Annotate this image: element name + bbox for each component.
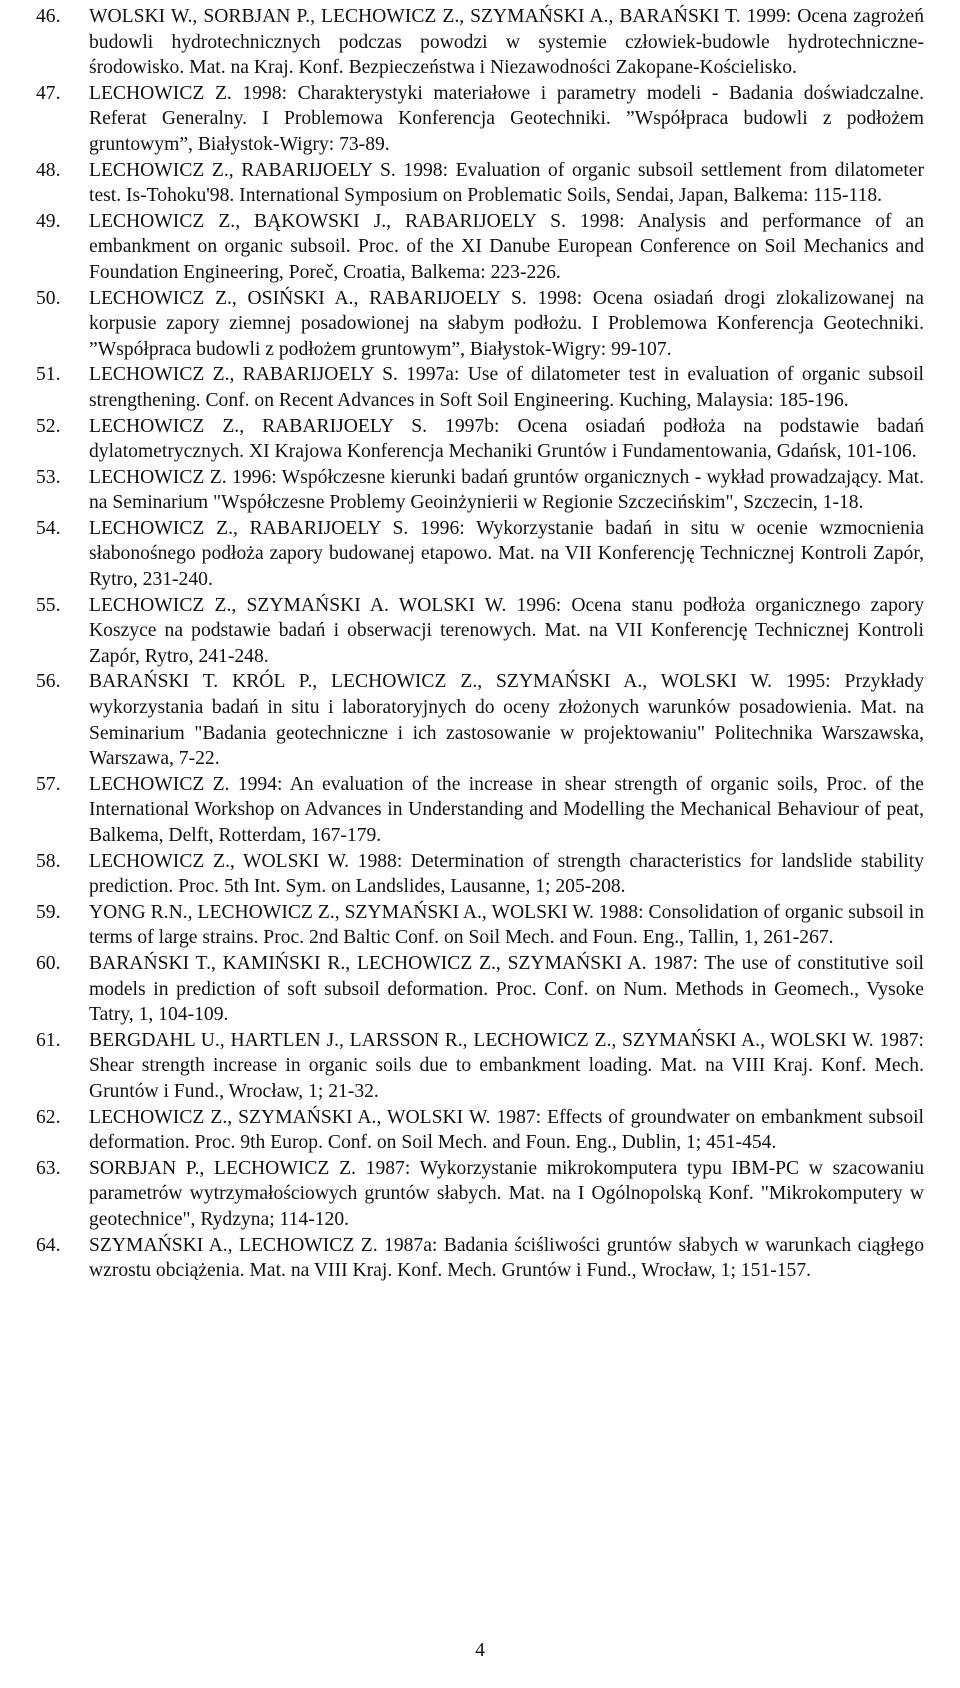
page-number: 4 — [475, 1640, 485, 1661]
reference-page — [36, 4, 924, 1284]
reference-item — [36, 286, 924, 363]
reference-text: SORBJAN P., LECHOWICZ Z. 1987: Wykorzystanie mikrokomputera typu IBM-PC w szacowaniu parametrów wytrzymałościowych gruntów słabych. Mat. na I Ogólnopolską Konf. "Mikrokomputery w geotechnice", Rydzyna; 114-120. — [89, 1157, 924, 1230]
reference-text: YONG R.N., LECHOWICZ Z., SZYMAŃSKI A., WOLSKI W. 1988: Consolidation of organic subsoil in terms of large strains. Proc. 2nd Baltic Conf. on Soil Mech. and Foun. Eng., Tallin, 1, 261-267. — [89, 901, 924, 949]
reference-item — [36, 951, 924, 1028]
reference-number: 46. — [36, 6, 61, 27]
reference-item — [36, 1233, 924, 1284]
reference-number: 50. — [36, 287, 61, 309]
reference-number: 55. — [36, 594, 61, 616]
reference-text: LECHOWICZ Z., OSIŃSKI A., RABARIJOELY S. 1998: Ocena osiadań drogi zlokalizowanej na korpusie zapory ziemnej posadowionej na słabym podłożu. I Problemowa Konferencja Geotechniki. ”Współpraca budowli z podłożem gruntowym”, Białystok-Wigry: 99-107. — [89, 287, 924, 360]
reference-number: 59. — [36, 901, 61, 923]
reference-item — [36, 1156, 924, 1233]
reference-item — [36, 1105, 924, 1156]
reference-item — [36, 209, 924, 286]
reference-number: 57. — [36, 773, 61, 795]
reference-number: 47. — [36, 82, 61, 104]
reference-item — [36, 362, 924, 413]
reference-item — [36, 772, 924, 849]
reference-text: LECHOWICZ Z., BĄKOWSKI J., RABARIJOELY S. 1998: Analysis and performance of an embankment on organic subsoil. Proc. of the XI Danube European Conference on Soil Mechanics and Foundation Engineering, Poreč, Croatia, Balkema: 223-226. — [89, 210, 924, 283]
reference-text: LECHOWICZ Z., SZYMAŃSKI A., WOLSKI W. 1987: Effects of groundwater on embankment subsoil deformation. Proc. 9th Europ. Conf. on Soil Mech. and Foun. Eng., Dublin, 1; 451-454. — [89, 1106, 924, 1154]
reference-number: 51. — [36, 364, 61, 386]
reference-number: 52. — [36, 415, 61, 437]
reference-number: 60. — [36, 952, 61, 974]
reference-list — [36, 4, 924, 1284]
reference-number: 64. — [36, 1234, 61, 1256]
reference-number: 56. — [36, 671, 61, 693]
reference-item — [36, 4, 924, 81]
reference-text: LECHOWICZ Z., RABARIJOELY S. 1996: Wykorzystanie badań in situ w ocenie wzmocnienia słabonośnego podłoża zapory budowanej etapowo. Mat. na VII Konferencję Technicznej Kontroli Zapór, Rytro, 231-240. — [89, 517, 924, 591]
reference-text: LECHOWICZ Z. 1998: Charakterystyki materiałowe i parametry modeli - Badania doświadczalne. Referat Generalny. I Problemowa Konferencja Geotechniki. ”Współpraca budowli z podłożem gruntowym”, Białystok-Wigry: 73-89. — [89, 82, 924, 155]
reference-text: LECHOWICZ Z. 1994: An evaluation of the increase in shear strength of organic soils, Proc. of the International Workshop on Advances in Understanding and Modelling the Mechanical Behaviour of peat, Balkema, Delft, Rotterdam, 167-179. — [89, 773, 924, 846]
reference-text: LECHOWICZ Z. 1996: Współczesne kierunki badań gruntów organicznych - wykład prowadzający. Mat. na Seminarium "Współczesne Problemy Geoinżynierii w Regionie Szczecińskim", Szczecin, 1-18. — [89, 466, 924, 514]
reference-text: LECHOWICZ Z., RABARIJOELY S. 1997a: Use of dilatometer test in evaluation of organic subsoil strengthening. Conf. on Recent Advances in Soft Soil Engineering. Kuching, Malaysia: 185-196. — [89, 364, 924, 411]
reference-number: 58. — [36, 850, 61, 872]
reference-item — [36, 900, 924, 951]
reference-item — [36, 81, 924, 158]
reference-item — [36, 158, 924, 209]
reference-number: 63. — [36, 1157, 61, 1179]
reference-text: BERGDAHL U., HARTLEN J., LARSSON R., LECHOWICZ Z., SZYMAŃSKI A., WOLSKI W. 1987: Shear strength increase in organic soils due to embankment loading. Mat. na VIII Kraj. Konf. Mech. Gruntów i Fund., Wrocław, 1; 21-32. — [89, 1029, 924, 1102]
reference-text: SZYMAŃSKI A., LECHOWICZ Z. 1987a: Badania ściśliwości gruntów słabych w warunkach ciągłego wzrostu obciążenia. Mat. na VIII Kraj. Konf. Mech. Gruntów i Fund., Wrocław, 1; 151-157. — [89, 1234, 924, 1282]
reference-text: WOLSKI W., SORBJAN P., LECHOWICZ Z., SZYMAŃSKI A., BARAŃSKI T. 1999: Ocena zagrożeń budowli hydrotechnicznych podczas powodzi w systemie człowiek-budowle hydrotechniczne-środowisko. Mat. na Kraj. Konf. Bezpieczeństwa i Niezawodności Zakopane-Kościelisko. — [89, 6, 924, 79]
reference-item — [36, 465, 924, 516]
reference-item — [36, 593, 924, 670]
reference-text: LECHOWICZ Z., RABARIJOELY S. 1998: Evaluation of organic subsoil settlement from dilatometer test. Is-Tohoku'98. International Symposium on Problematic Soils, Sendai, Japan, Balkema: 115-118. — [89, 159, 924, 207]
reference-item — [36, 1028, 924, 1105]
reference-item — [36, 414, 924, 465]
reference-item — [36, 516, 924, 593]
reference-item — [36, 669, 924, 771]
reference-number: 49. — [36, 210, 61, 232]
reference-text: LECHOWICZ Z., RABARIJOELY S. 1997b: Ocena osiadań podłoża na podstawie badań dylatometrycznych. XI Krajowa Konferencja Mechaniki Gruntów i Fundamentowania, Gdańsk, 101-106. — [89, 415, 924, 463]
reference-number: 54. — [36, 517, 61, 539]
reference-number: 61. — [36, 1029, 61, 1051]
reference-text: LECHOWICZ Z., SZYMAŃSKI A. WOLSKI W. 1996: Ocena stanu podłoża organicznego zapory Koszyce na podstawie badań i obserwacji terenowych. Mat. na VII Konferencję Technicznej Kontroli Zapór, Rytro, 241-248. — [89, 594, 924, 667]
reference-text: LECHOWICZ Z., WOLSKI W. 1988: Determination of strength characteristics for landslide stability prediction. Proc. 5th Int. Sym. on Landslides, Lausanne, 1; 205-208. — [89, 850, 924, 898]
reference-number: 48. — [36, 159, 61, 181]
reference-text: BARAŃSKI T., KAMIŃSKI R., LECHOWICZ Z., SZYMAŃSKI A. 1987: The use of constitutive soil models in prediction of soft subsoil deformation. Proc. Conf. on Num. Methods in Geomech., Vysoke Tatry, 1, 104-109. — [89, 952, 924, 1026]
reference-number: 53. — [36, 466, 61, 488]
reference-number: 62. — [36, 1106, 61, 1128]
reference-item — [36, 849, 924, 900]
reference-text: BARAŃSKI T. KRÓL P., LECHOWICZ Z., SZYMAŃSKI A., WOLSKI W. 1995: Przykłady wykorzystania badań in situ i laboratoryjnych do oceny złożonych warunków posadowienia. Mat. na Seminarium "Badania geotechniczne i ich zastosowanie w projektowaniu" Politechnika Warszawska, Warszawa, 7-22. — [89, 671, 924, 770]
